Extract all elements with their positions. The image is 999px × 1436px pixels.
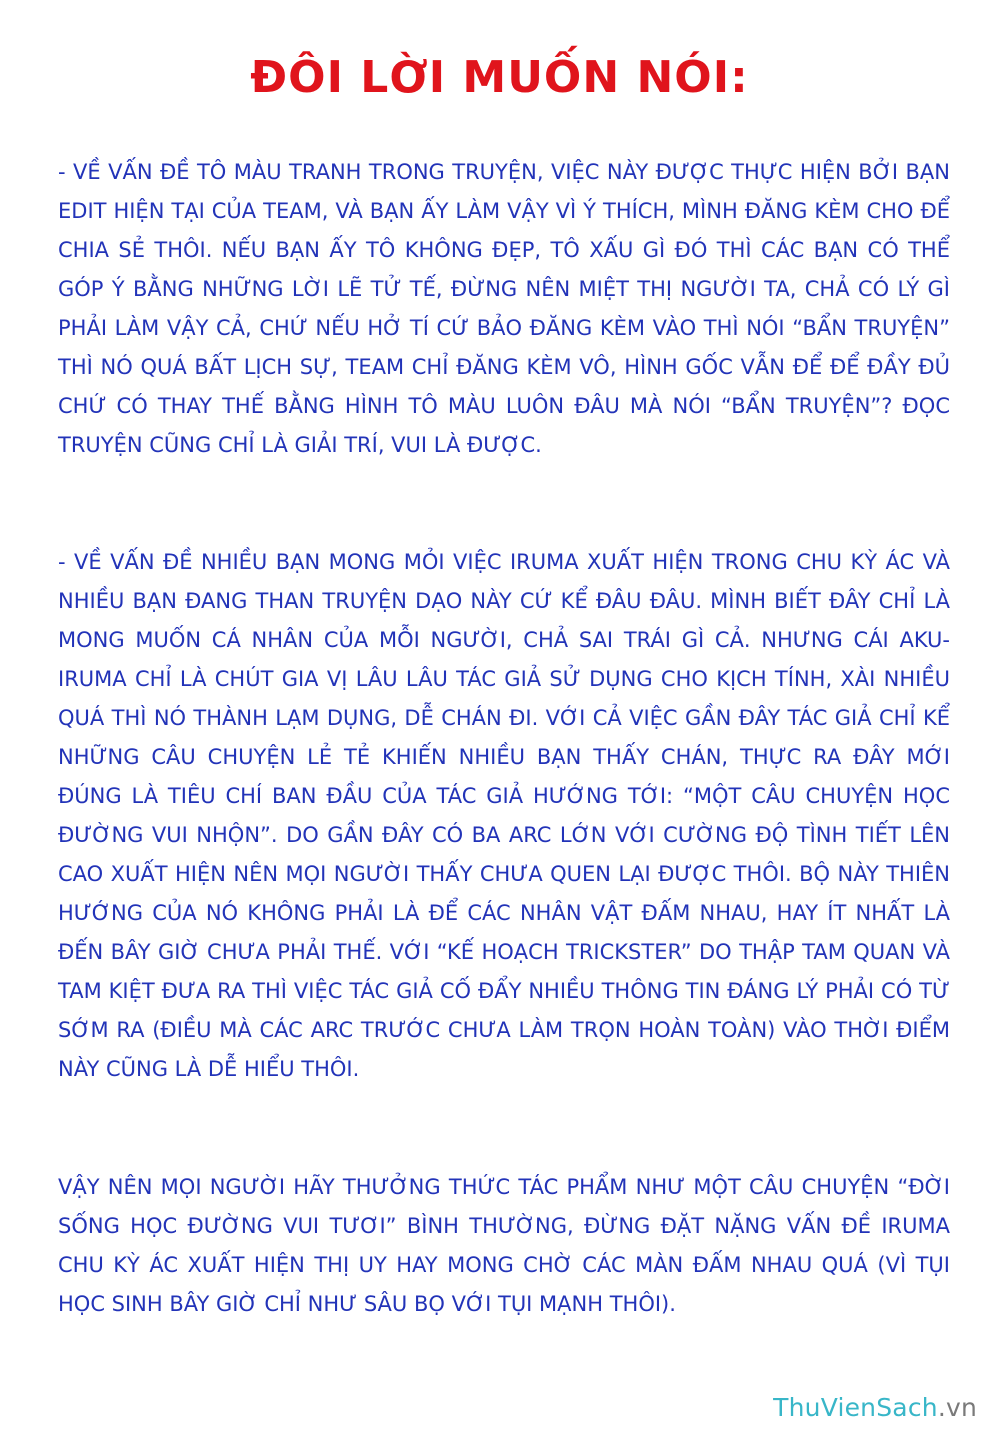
watermark-name: ThuVienSach (773, 1393, 938, 1422)
site-watermark (773, 1392, 977, 1424)
paragraph-coloring: - VỀ VẤN ĐỀ TÔ MÀU TRANH TRONG TRUYỆN, VIỆC NÀY ĐƯỢC THỰC HIỆN BỞI BẠN EDIT HIỆN TẠI CỦA TEAM, VÀ BẠN ẤY LÀM VẬY VÌ Ý THÍCH, MÌNH ĐĂNG KÈM CHO ĐỂ CHIA SẺ THÔI. NẾU BẠN ẤY TÔ KHÔNG ĐẸP, TÔ XẤU GÌ ĐÓ THÌ CÁC BẠN CÓ THỂ GÓP Ý BẰNG NHỮNG LỜI LẼ TỬ TẾ, ĐỪNG NÊN MIỆT THỊ NGƯỜI TA, CHẢ CÓ LÝ GÌ PHẢI LÀM VẬY CẢ, CHỨ NẾU HỞ TÍ CỨ BẢO ĐĂNG KÈM VÀO THÌ NÓI “BẨN TRUYỆN” THÌ NÓ QUÁ BẤT LỊCH SỰ, TEAM CHỈ ĐĂNG KÈM VÔ, HÌNH GỐC VẪN ĐỂ ĐỂ ĐẦY ĐỦ CHỨ CÓ THAY THẾ BẰNG HÌNH TÔ MÀU LUÔN ĐÂU MÀ NÓI “BẨN TRUYỆN”? ĐỌC TRUYỆN CŨNG CHỈ LÀ GIẢI TRÍ, VUI LÀ ĐƯỢC. (58, 160, 950, 457)
watermark-domain: .vn (937, 1393, 977, 1422)
paragraph-conclusion: VẬY NÊN MỌI NGƯỜI HÃY THƯỞNG THỨC TÁC PHẨM NHƯ MỘT CÂU CHUYỆN “ĐỜI SỐNG HỌC ĐƯỜNG VUI TƯƠI” BÌNH THƯỜNG, ĐỪNG ĐẶT NẶNG VẤN ĐỀ IRUMA CHU KỲ ÁC XUẤT HIỆN THỊ UY HAY MONG CHỜ CÁC MÀN ĐẤM NHAU QUÁ (VÌ TỤI HỌC SINH BÂY GIỜ CHỈ NHƯ SÂU BỌ VỚI TỤI MẠNH THÔI). (58, 1175, 950, 1316)
paragraph-iruma: - VỀ VẤN ĐỀ NHIỀU BẠN MONG MỎI VIỆC IRUMA XUẤT HIỆN TRONG CHU KỲ ÁC VÀ NHIỀU BẠN ĐANG THAN TRUYỆN DẠO NÀY CỨ KỂ ĐÂU ĐÂU. MÌNH BIẾT ĐÂY CHỈ LÀ MONG MUỐN CÁ NHÂN CỦA MỖI NGƯỜI, CHẢ SAI TRÁI GÌ CẢ. NHƯNG CÁI AKU-IRUMA CHỈ LÀ CHÚT GIA VỊ LÂU LÂU TÁC GIẢ SỬ DỤNG CHO KỊCH TÍNH, XÀI NHIỀU QUÁ THÌ NÓ THÀNH LẠM DỤNG, DỄ CHÁN ĐI. VỚI CẢ VIỆC GẦN ĐÂY TÁC GIẢ CHỈ KỂ NHỮNG CÂU CHUYỆN LẺ TẺ KHIẾN NHIỀU BẠN THẤY CHÁN, THỰC RA ĐÂY MỚI ĐÚNG LÀ TIÊU CHÍ BAN ĐẦU CỦA TÁC GIẢ HƯỚNG TỚI: “MỘT CÂU CHUYỆN HỌC ĐƯỜNG VUI NHỘN”. DO GẦN ĐÂY CÓ BA ARC LỚN VỚI CƯỜNG ĐỘ TÌNH TIẾT LÊN CAO XUẤT HIỆN NÊN MỌI NGƯỜI THẤY CHƯA QUEN LẠI ĐƯỢC THÔI. BỘ NÀY THIÊN HƯỚNG CỦA NÓ KHÔNG PHẢI LÀ ĐỂ CÁC NHÂN VẬT ĐẤM NHAU, HAY ÍT NHẤT LÀ ĐẾN BÂY GIỜ CHƯA PHẢI THẾ. VỚI “KẾ HOẠCH TRICKSTER” DO THẬP TAM QUAN VÀ TAM KIỆT ĐƯA RA THÌ VIỆC TÁC GIẢ CỐ ĐẨY NHIỀU THÔNG TIN ĐÁNG LÝ PHẢI CÓ TỪ SỚM RA (ĐIỀU MÀ CÁC ARC TRƯỚC CHƯA LÀM TRỌN HOÀN TOÀN) VÀO THỜI ĐIỂM NÀY CŨNG LÀ DỄ HIỂU THÔI. (58, 550, 950, 1081)
page-title: ĐÔI LỜI MUỐN NÓI: (250, 52, 749, 103)
